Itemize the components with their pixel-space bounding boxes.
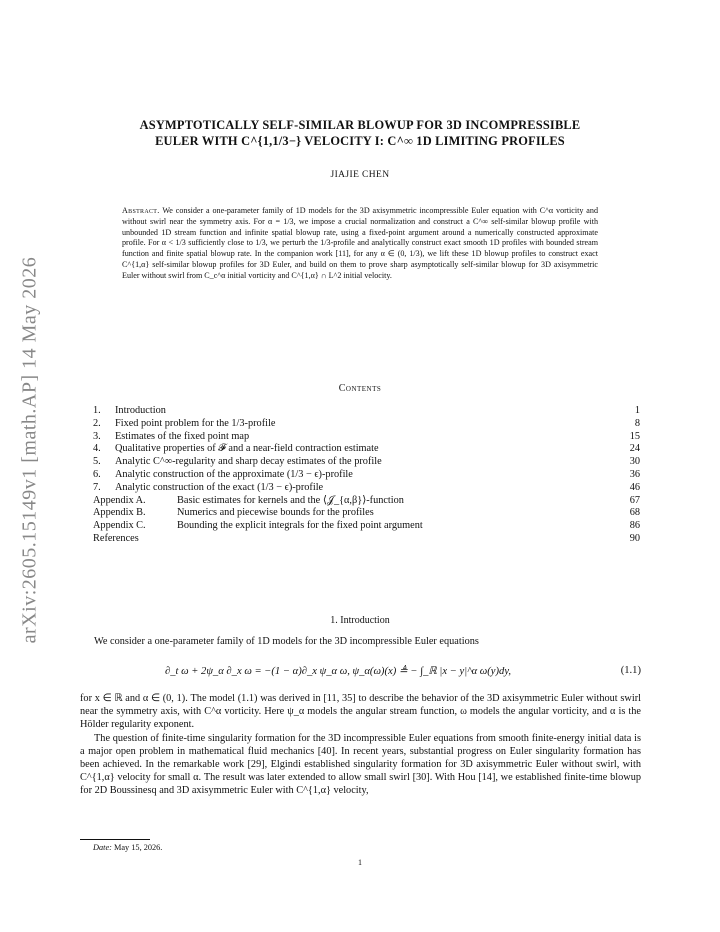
toc-entry-number: 4. — [93, 443, 101, 455]
toc-entry-label: Analytic construction of the exact (1/3 − ϵ)-profile — [115, 481, 324, 493]
toc-entry-label: Fixed point problem for the 1/3-profile — [115, 417, 276, 429]
section-body — [80, 692, 641, 798]
intro-sentence: We consider a one-parameter family of 1D models for the 3D incompressible Euler equations — [94, 636, 479, 647]
page-number: 1 — [358, 858, 362, 867]
toc-entry-page: 67 — [629, 494, 640, 506]
abstract-text: We consider a one-parameter family of 1D models for the 3D axisymmetric incompressible Euler equation with C^α vorticity and without swirl near the symmetry axis. For α = 1/3, we impose a crucial normalization and construct a C^∞ self-similar blowup profile with unbounded 1D stream function and infinite spatial blowup rate, using a fixed-point argument around a numerically constructed approximate profile. For α < 1/3 sufficiently close to 1/3, we perturb the 1/3-profile and analytically construct exact smooth 1D profiles with bounded stream function and finite spatial blowup rate. In the companion work [11], for any α ∈ (0, 1/3), we lift these 1D blowup profiles to construct exact C^{1,α} self-similar blowup profiles for 3D Euler, and build on them to prove sharp asymptotically self-similar blowup for 3D axisymmetric Euler without swirl from C_c^α initial vorticity and C^{1,α} ∩ L^2 initial velocity. — [122, 206, 598, 280]
toc-entry-page: 15 — [629, 430, 640, 442]
toc-entry-label: Basic estimates for kernels and the ⟨𝒥_{α,β}⟩-function — [177, 494, 404, 506]
arxiv-stamp-text: arXiv:2605.15149v1 [math.AP] 14 May 2026 — [18, 256, 41, 644]
toc-entry[interactable] — [93, 443, 640, 456]
toc-entry-page: 24 — [629, 443, 640, 455]
toc-entry-number: Appendix A. — [93, 494, 146, 506]
toc-entry[interactable] — [93, 533, 640, 546]
toc-entry[interactable] — [93, 495, 640, 508]
toc-entry-label: Analytic C^∞-regularity and sharp decay estimates of the profile — [115, 456, 382, 468]
toc-entry-number: 2. — [93, 417, 101, 429]
contents-heading: Contents — [338, 383, 382, 394]
arxiv-identifier-stamp — [10, 240, 50, 660]
toc-entry[interactable] — [93, 520, 640, 533]
toc-entry-number: 3. — [93, 430, 101, 442]
toc-entry-label: Bounding the explicit integrals for the fixed point argument — [177, 520, 423, 532]
toc-entry[interactable] — [93, 469, 640, 482]
footnote — [93, 843, 162, 852]
section-intro — [80, 635, 641, 648]
toc-entry[interactable] — [93, 482, 640, 495]
toc-entry-page: 90 — [629, 532, 640, 544]
toc-entry-number: 7. — [93, 481, 101, 493]
abstract-label: Abstract. — [122, 206, 160, 215]
equation-number: (1.1) — [620, 665, 641, 676]
paragraph: The question of finite-time singularity formation for the 3D incompressible Euler equations from smooth finite-energy initial data is a major open problem in mathematical fluid mechanics [40]. In recent years, substantial progress on Euler singularity formation has been achieved. In the remarkable work [29], Elgindi established singularity formation for 3D axisymmetric Euler without swirl, with C^{1,α} velocity for small α. The result was later extended to allow small swirl [30]. With Hou [14], we established finite-time blowup for 2D Boussinesq and 3D axisymmetric Euler with C^{1,α} velocity, — [80, 732, 641, 797]
toc-entry-number: 1. — [93, 405, 101, 416]
display-equation — [80, 660, 641, 686]
toc-entry-page: 1 — [634, 405, 640, 416]
title-line-1: ASYMPTOTICALLY SELF-SIMILAR BLOWUP FOR 3D INCOMPRESSIBLE — [139, 118, 581, 132]
toc-entry-page: 36 — [629, 468, 640, 480]
footnote-label: Date: — [93, 843, 112, 852]
footnote-rule — [80, 839, 150, 840]
toc-entry-number: Appendix C. — [93, 520, 146, 532]
toc-entry-page: 8 — [634, 417, 640, 429]
paper-title — [80, 117, 640, 149]
toc-entry-page: 30 — [629, 456, 640, 468]
paragraph: for x ∈ ℝ and α ∈ (0, 1). The model (1.1) was derived in [11, 35] to describe the behavior of the 3D axisymmetric Euler without swirl near the symmetry axis, with C^α vorticity. Here ψ_α models the angular stream function, ω models the angular vorticity, and α is the Hölder regularity exponent. — [80, 693, 641, 731]
toc-entry-label: Introduction — [115, 405, 166, 416]
toc-entry-page: 46 — [629, 481, 640, 493]
toc-entry-number: 6. — [93, 468, 101, 480]
equation-body: ∂_t ω + 2ψ_α ∂_x ω = −(1 − α)∂_x ψ_α ω, ψ_α(ω)(x) ≜ − ∫_ℝ |x − y|^α ω(y)dy, — [165, 666, 512, 677]
toc-entry-page: 68 — [629, 507, 640, 519]
toc-entry[interactable] — [93, 507, 640, 520]
toc-entry[interactable] — [93, 431, 640, 444]
section-heading: 1. Introduction — [330, 615, 390, 626]
title-line-2: EULER WITH C^{1,1/3−} VELOCITY I: C^∞ 1D LIMITING PROFILES — [155, 134, 565, 148]
toc-entry-number: Appendix B. — [93, 507, 146, 519]
author-name: JIAJIE CHEN — [330, 170, 390, 180]
toc-entry[interactable] — [93, 456, 640, 469]
abstract — [122, 206, 598, 282]
toc-entry[interactable] — [93, 405, 640, 418]
toc-entry-label: Analytic construction of the approximate (1/3 − ϵ)-profile — [115, 468, 353, 480]
footnote-text: May 15, 2026. — [113, 843, 163, 852]
toc-entry-page: 86 — [629, 520, 640, 532]
toc-entry-label: Qualitative properties of 𝓕 and a near-field contraction estimate — [115, 443, 379, 455]
table-of-contents — [93, 405, 640, 546]
toc-entry[interactable] — [93, 418, 640, 431]
toc-entry-label: References — [93, 532, 139, 544]
toc-entry-label: Estimates of the fixed point map — [115, 430, 250, 442]
toc-entry-number: 5. — [93, 456, 101, 468]
toc-entry-label: Numerics and piecewise bounds for the profiles — [177, 507, 374, 519]
